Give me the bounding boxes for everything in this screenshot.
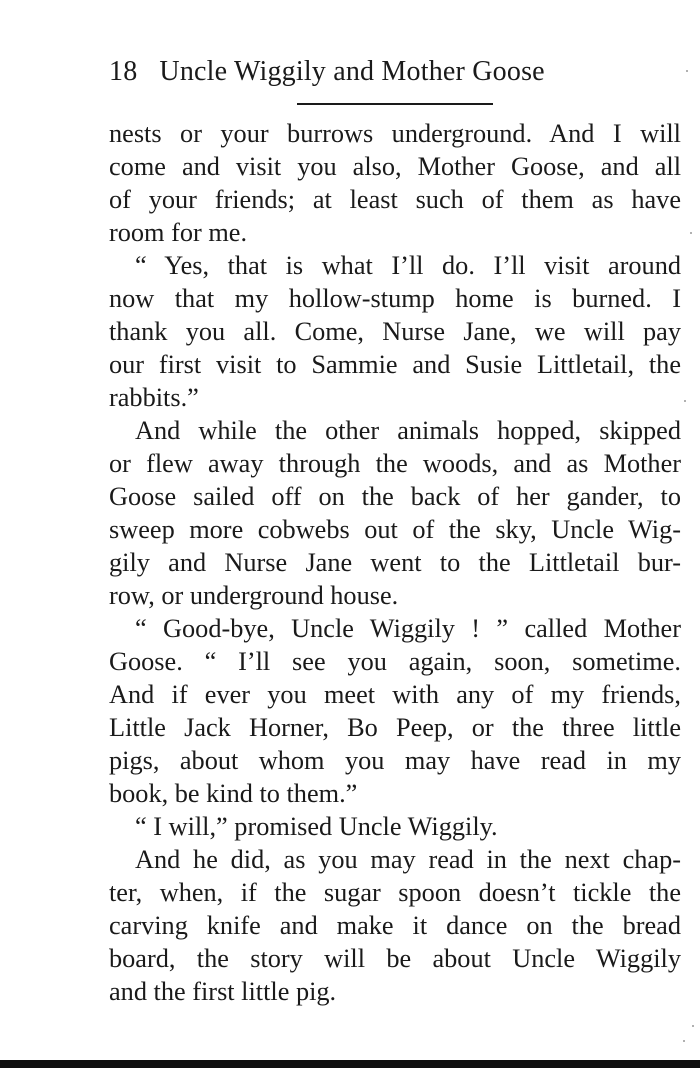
text-line: sweep more cobwebs out of the sky, Uncle Wig- — [109, 515, 681, 544]
paper-speck — [686, 70, 688, 72]
text-line: room for me. — [109, 218, 248, 247]
text-line: Goose. “ I’ll see you again, soon, sometime. — [109, 647, 681, 676]
text-line: nests or your burrows underground. And I will — [109, 119, 681, 148]
text-line: thank you all. Come, Nurse Jane, we will pay — [109, 317, 681, 346]
text-line: And while the other animals hopped, skipped — [135, 416, 681, 445]
paper-speck — [692, 1025, 694, 1027]
page-header — [109, 56, 689, 96]
text-line: Little Jack Horner, Bo Peep, or the three little — [109, 713, 681, 742]
text-line: “ Good-bye, Uncle Wiggily ! ” called Mother — [135, 614, 681, 643]
running-title: Uncle Wiggily and Mother Goose — [159, 56, 545, 87]
text-line: rabbits.” — [109, 383, 199, 412]
text-line: Goose sailed off on the back of her gander, to — [109, 482, 681, 511]
text-line: of your friends; at least such of them as have — [109, 185, 681, 214]
text-line: board, the story will be about Uncle Wiggily — [109, 944, 681, 973]
page-number: 18 — [109, 56, 138, 87]
text-line: come and visit you also, Mother Goose, and all — [109, 152, 681, 181]
text-line: pigs, about whom you may have read in my — [109, 746, 681, 775]
text-line: And if ever you meet with any of my friends, — [109, 680, 681, 709]
paper-speck — [683, 1040, 685, 1042]
text-line: ter, when, if the sugar spoon doesn’t tickle the — [109, 878, 681, 907]
text-line: And he did, as you may read in the next chap- — [135, 845, 681, 874]
text-line: now that my hollow-stump home is burned. I — [109, 284, 681, 313]
text-line: and the first little pig. — [109, 977, 337, 1006]
body-text — [109, 117, 681, 1008]
text-line: our first visit to Sammie and Susie Littletail, the — [109, 350, 681, 379]
text-line: “ I will,” promised Uncle Wiggily. — [135, 812, 498, 841]
text-line: or flew away through the woods, and as Mother — [109, 449, 681, 478]
bottom-page-edge — [0, 1060, 700, 1068]
text-line: row, or underground house. — [109, 581, 399, 610]
text-line: “ Yes, that is what I’ll do. I’ll visit around — [135, 251, 681, 280]
text-line: gily and Nurse Jane went to the Littletail bur- — [109, 548, 681, 577]
text-line: carving knife and make it dance on the bread — [109, 911, 681, 940]
paper-speck — [690, 232, 692, 234]
header-rule — [297, 103, 493, 105]
paper-speck — [684, 400, 686, 402]
text-line: book, be kind to them.” — [109, 779, 358, 808]
